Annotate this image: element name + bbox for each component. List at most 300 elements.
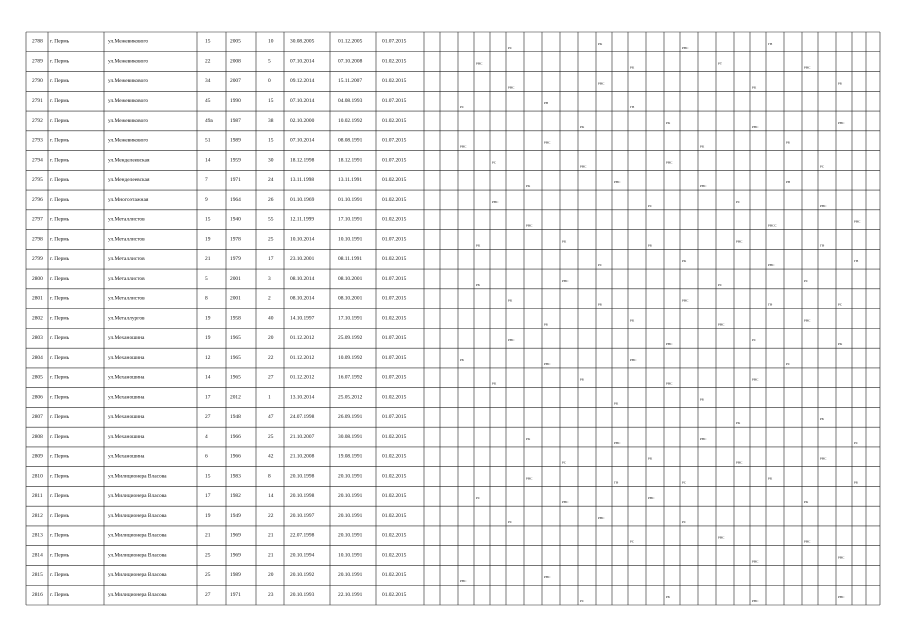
cell-city: г. Пермь — [50, 177, 70, 184]
cell-date1: 21.10.2007 — [290, 433, 315, 440]
cell-mark: РБ — [598, 302, 602, 307]
cell-mark: РВС — [544, 575, 551, 580]
cell-year: 1969 — [230, 552, 241, 559]
cell-city: г. Пермь — [50, 256, 70, 263]
cell-units: 1 — [268, 394, 271, 401]
cell-mark: РВС — [460, 144, 467, 149]
cell-mark: РК — [476, 243, 481, 248]
cell-mark: РС — [804, 278, 809, 283]
cell-mark: РВС — [768, 263, 775, 268]
cell-mark: РВСС — [768, 223, 777, 228]
cell-date1: 01.10.1969 — [290, 196, 315, 203]
cell-street: ул.Милиционера Власова — [108, 493, 167, 500]
cell-date1: 22.07.1998 — [290, 532, 315, 539]
cell-city: г. Пермь — [50, 38, 70, 45]
cell-mark: РБ — [786, 140, 790, 145]
cell-city: г. Пермь — [50, 157, 70, 164]
cell-city: г. Пермь — [50, 78, 70, 85]
cell-date3: 01.02.2015 — [382, 433, 407, 440]
cell-mark: РВС — [614, 440, 621, 445]
cell-date3: 01.02.2015 — [382, 473, 407, 480]
cell-num: 2810 — [32, 473, 43, 480]
cell-units: 21 — [268, 532, 274, 539]
cell-units: 55 — [268, 216, 274, 223]
cell-year: 1979 — [230, 256, 241, 263]
cell-mark: РС — [476, 496, 481, 501]
cell-city: г. Пермь — [50, 117, 70, 124]
cell-street: ул.Многоэтажная — [108, 196, 149, 203]
cell-mark: РВС — [804, 65, 811, 70]
cell-units: 22 — [268, 512, 274, 519]
cell-house: 19 — [205, 335, 211, 342]
cell-mark: РБ — [854, 480, 858, 485]
cell-date1: 23.10.2001 — [290, 256, 315, 263]
cell-mark: РС — [752, 338, 757, 343]
cell-date1: 30.08.2005 — [290, 38, 315, 45]
cell-units: 20 — [268, 572, 274, 579]
cell-mark: РС — [598, 263, 603, 268]
cell-date3: 01.02.2015 — [382, 256, 407, 263]
cell-mark: РВС — [820, 456, 827, 461]
cell-house: 7 — [205, 177, 208, 184]
cell-city: г. Пермь — [50, 453, 70, 460]
cell-mark: РВС — [838, 120, 845, 125]
cell-date3: 01.07.2015 — [382, 275, 407, 282]
cell-mark: РВС — [700, 436, 707, 441]
cell-mark: РВС — [752, 559, 759, 564]
cell-year: 1965 — [230, 354, 241, 361]
cell-mark: РК — [666, 120, 671, 125]
cell-date3: 01.02.2015 — [382, 394, 407, 401]
cell-mark: РБ — [820, 417, 824, 422]
cell-mark: ГВ — [630, 105, 635, 110]
cell-units: 5 — [268, 58, 271, 65]
cell-city: г. Пермь — [50, 315, 70, 322]
cell-date1: 24.07.1998 — [290, 414, 315, 421]
cell-num: 2788 — [32, 38, 43, 45]
cell-mark: РС — [648, 203, 653, 208]
cell-date3: 01.02.2015 — [382, 591, 407, 598]
cell-city: г. Пермь — [50, 433, 70, 440]
cell-num: 2800 — [32, 275, 43, 282]
cell-year: 1964 — [230, 196, 241, 203]
cell-num: 2808 — [32, 433, 43, 440]
cell-street: ул.Металлургов — [108, 315, 145, 322]
cell-mark: РБ — [460, 357, 464, 362]
cell-mark: РТ — [718, 61, 722, 66]
cell-units: 27 — [268, 374, 274, 381]
cell-mark: РС — [682, 519, 687, 524]
cell-year: 1965 — [230, 335, 241, 342]
cell-mark: РВС — [526, 223, 533, 228]
cell-city: г. Пермь — [50, 374, 70, 381]
cell-year: 2007 — [230, 78, 241, 85]
cell-city: г. Пермь — [50, 335, 70, 342]
cell-num: 2815 — [32, 572, 43, 579]
cell-mark: РВ — [786, 180, 791, 185]
cell-city: г. Пермь — [50, 552, 70, 559]
cell-date3: 01.07.2015 — [382, 157, 407, 164]
cell-mark: РВС — [838, 555, 845, 560]
cell-units: 15 — [268, 137, 274, 144]
cell-date2: 17.10.1991 — [338, 315, 363, 322]
cell-mark: РВС — [752, 124, 759, 129]
cell-city: г. Пермь — [50, 295, 70, 302]
cell-mark: РВС — [838, 595, 845, 599]
cell-mark: РВС — [820, 203, 827, 208]
cell-date2: 30.08.1991 — [338, 433, 363, 440]
cell-mark: РВС — [648, 496, 655, 501]
cell-year: 1987 — [230, 117, 241, 124]
cell-date3: 01.07.2015 — [382, 295, 407, 302]
cell-date2: 08.08.1991 — [338, 137, 363, 144]
cell-house: 17 — [205, 493, 211, 500]
cell-date3: 01.02.2015 — [382, 196, 407, 203]
cell-mark: РВС — [804, 318, 811, 323]
cell-street: ул.Механошина — [108, 374, 145, 381]
cell-date3: 01.02.2015 — [382, 532, 407, 539]
cell-date2: 01.12.2005 — [338, 38, 363, 45]
cell-date3: 01.07.2015 — [382, 354, 407, 361]
cell-mark: РК — [614, 401, 619, 406]
cell-date3: 01.07.2015 — [382, 236, 407, 243]
cell-units: 23 — [268, 591, 274, 598]
cell-date1: 20.10.1998 — [290, 473, 315, 480]
cell-year: 1989 — [230, 572, 241, 579]
cell-city: г. Пермь — [50, 236, 70, 243]
cell-mark: РВС — [508, 85, 515, 90]
cell-date1: 14.10.1997 — [290, 315, 315, 322]
cell-mark: ГВ — [820, 243, 825, 248]
cell-date1: 20.10.1993 — [290, 591, 315, 598]
cell-house: 27 — [205, 414, 211, 421]
cell-date2: 17.10.1991 — [338, 216, 363, 223]
cell-house: 34 — [205, 78, 211, 85]
cell-mark: РБ — [648, 243, 652, 248]
cell-year: 1949 — [230, 512, 241, 519]
cell-date3: 01.07.2015 — [382, 414, 407, 421]
cell-house: 22 — [205, 58, 211, 65]
cell-units: 40 — [268, 315, 274, 322]
cell-city: г. Пермь — [50, 216, 70, 223]
cell-num: 2795 — [32, 177, 43, 184]
cell-year: 2005 — [230, 38, 241, 45]
cell-units: 25 — [268, 433, 274, 440]
cell-street: ул.Механошина — [108, 335, 145, 342]
cell-city: г. Пермь — [50, 275, 70, 282]
cell-date3: 01.07.2015 — [382, 97, 407, 104]
cell-date2: 13.11.1991 — [338, 177, 363, 184]
cell-mark: РК — [508, 298, 513, 303]
cell-date1: 01.12.2012 — [290, 354, 315, 361]
cell-date1: 07.10.2014 — [290, 58, 315, 65]
cell-date1: 13.10.2014 — [290, 394, 315, 401]
cell-house: 21 — [205, 256, 211, 263]
cell-mark: РВС — [736, 460, 743, 465]
cell-street: ул.Менделеевская — [108, 177, 150, 184]
cell-num: 2799 — [32, 256, 43, 263]
cell-mark: РВС — [544, 361, 551, 366]
cell-mark: РК — [492, 381, 497, 386]
cell-mark: РК — [838, 342, 843, 347]
cell-date1: 08.10.2014 — [290, 275, 315, 282]
cell-date1: 01.12.2012 — [290, 374, 315, 381]
cell-street: ул.Металлистов — [108, 236, 145, 243]
cell-date3: 01.02.2015 — [382, 117, 407, 124]
cell-num: 2807 — [32, 414, 43, 421]
cell-house: 27 — [205, 591, 211, 598]
cell-date3: 01.07.2015 — [382, 374, 407, 381]
cell-street: ул.Механошина — [108, 414, 145, 421]
cell-date2: 26.09.1991 — [338, 414, 363, 421]
cell-street: ул.Металлистов — [108, 216, 145, 223]
cell-date1: 12.11.1999 — [290, 216, 315, 223]
cell-date2: 18.12.1991 — [338, 157, 363, 164]
cell-mark: РВС — [666, 381, 673, 386]
cell-date1: 10.10.2014 — [290, 236, 315, 243]
cell-house: 15 — [205, 216, 211, 223]
cell-street: ул.Межевикового — [108, 97, 149, 104]
cell-mark: РК — [648, 456, 653, 461]
cell-city: г. Пермь — [50, 354, 70, 361]
cell-street: ул.Милиционера Власова — [108, 532, 167, 539]
cell-units: 15 — [268, 97, 274, 104]
cell-mark: РК — [598, 41, 603, 46]
cell-mark: РС — [838, 302, 843, 307]
cell-street: ул.Межевикового — [108, 58, 149, 65]
cell-mark: РК — [526, 436, 531, 441]
cell-units: 30 — [268, 157, 274, 164]
cell-year: 1983 — [230, 473, 241, 480]
cell-date1: 07.10.2014 — [290, 97, 315, 104]
cell-street: ул.Милиционера Власова — [108, 572, 167, 579]
cell-year: 1990 — [230, 97, 241, 104]
cell-date1: 02.10.2000 — [290, 117, 315, 124]
cell-mark: РК — [630, 318, 635, 323]
cell-date2: 20.10.1991 — [338, 473, 363, 480]
cell-house: 19 — [205, 315, 211, 322]
cell-units: 8 — [268, 473, 271, 480]
cell-units: 22 — [268, 354, 274, 361]
cell-date2: 10.10.1991 — [338, 552, 363, 559]
cell-date1: 13.11.1998 — [290, 177, 315, 184]
cell-mark: РВС — [460, 579, 467, 584]
cell-mark: РК — [682, 259, 687, 264]
cell-date2: 19.08.1991 — [338, 453, 363, 460]
cell-mark: РС — [492, 160, 497, 165]
cell-street: ул.Межевикового — [108, 78, 149, 85]
cell-mark: РК — [804, 500, 809, 505]
cell-mark: РВС — [752, 377, 759, 382]
cell-units: 47 — [268, 414, 274, 421]
cell-mark: РВС — [476, 61, 483, 66]
cell-house: 19 — [205, 236, 211, 243]
cell-mark: РС — [718, 282, 723, 287]
cell-house: 12 — [205, 354, 211, 361]
cell-mark: РБ — [476, 282, 480, 287]
cell-date2: 08.11.1991 — [338, 256, 363, 263]
cell-date3: 01.02.2015 — [382, 315, 407, 322]
cell-mark: РБ — [544, 322, 548, 327]
cell-date2: 20.10.1991 — [338, 512, 363, 519]
cell-num: 2798 — [32, 236, 43, 243]
cell-mark: РК — [736, 421, 741, 426]
cell-date2: 08.10.2001 — [338, 275, 363, 282]
cell-units: 17 — [268, 256, 274, 263]
cell-city: г. Пермь — [50, 493, 70, 500]
cell-num: 2805 — [32, 374, 43, 381]
cell-mark: РС — [630, 539, 635, 544]
cell-year: 1978 — [230, 236, 241, 243]
cell-year: 2001 — [230, 295, 241, 302]
cell-street: ул.Межевикового — [108, 137, 149, 144]
cell-year: 1969 — [230, 532, 241, 539]
cell-house: 17 — [205, 394, 211, 401]
cell-city: г. Пермь — [50, 591, 70, 598]
cell-units: 26 — [268, 196, 274, 203]
cell-num: 2797 — [32, 216, 43, 223]
cell-mark: РВС — [598, 515, 605, 520]
cell-year: 1958 — [230, 315, 241, 322]
cell-year: 2012 — [230, 394, 241, 401]
cell-year: 2001 — [230, 275, 241, 282]
cell-mark: РС — [508, 45, 513, 50]
cell-units: 24 — [268, 177, 274, 184]
cell-date3: 01.02.2015 — [382, 177, 407, 184]
cell-mark: РВС — [508, 338, 515, 343]
cell-units: 20 — [268, 335, 274, 342]
cell-mark: РВС — [804, 539, 811, 544]
cell-date1: 21.10.2008 — [290, 453, 315, 460]
cell-street: ул.Межевикового — [108, 38, 149, 45]
cell-mark: РБ — [838, 81, 842, 86]
cell-house: 15 — [205, 473, 211, 480]
cell-street: ул.Металлистов — [108, 275, 145, 282]
cell-num: 2816 — [32, 591, 43, 598]
cell-year: 1982 — [230, 493, 241, 500]
cell-date3: 01.07.2015 — [382, 137, 407, 144]
cell-year: 1965 — [230, 374, 241, 381]
cell-date1: 20.10.1992 — [290, 572, 315, 579]
cell-mark: ГВ — [768, 41, 773, 46]
cell-date3: 01.02.2015 — [382, 216, 407, 223]
cell-house: 9 — [205, 196, 208, 203]
cell-units: 25 — [268, 236, 274, 243]
cell-mark: РС — [682, 480, 687, 485]
cell-date1: 01.12.2012 — [290, 335, 315, 342]
cell-num: 2792 — [32, 117, 43, 124]
cell-date1: 20.10.1998 — [290, 493, 315, 500]
cell-date2: 22.10.1991 — [338, 591, 363, 598]
cell-mark: РС — [508, 519, 513, 524]
cell-year: 1971 — [230, 177, 241, 184]
cell-date3: 01.02.2015 — [382, 493, 407, 500]
cell-date2: 25.09.1992 — [338, 335, 363, 342]
cell-street: ул.Металлистов — [108, 295, 145, 302]
cell-mark: РВС — [682, 298, 689, 303]
cell-mark: РВС — [492, 199, 499, 204]
cell-mark: РВС — [718, 535, 725, 540]
cell-num: 2811 — [32, 493, 43, 500]
cell-date2: 25.05.2012 — [338, 394, 363, 401]
cell-num: 2791 — [32, 97, 43, 104]
cell-house: 49а — [205, 117, 213, 124]
cell-date2: 08.10.2001 — [338, 295, 363, 302]
cell-date1: 20.10.1997 — [290, 512, 315, 519]
cell-street: ул.Милиционера Власова — [108, 512, 167, 519]
cell-mark: РБ — [700, 397, 704, 402]
cell-num: 2812 — [32, 512, 43, 519]
cell-house: 15 — [205, 38, 211, 45]
cell-num: 2796 — [32, 196, 43, 203]
cell-city: г. Пермь — [50, 414, 70, 421]
cell-year: 1959 — [230, 157, 241, 164]
cell-house: 51 — [205, 137, 211, 144]
cell-street: ул.Межевикового — [108, 117, 149, 124]
cell-street: ул.Менделеевская — [108, 157, 150, 164]
cell-mark: РВС — [700, 184, 707, 189]
cell-date3: 01.02.2015 — [382, 572, 407, 579]
cell-mark: РБ — [580, 377, 584, 382]
cell-street: ул.Механошина — [108, 394, 145, 401]
cell-street: ул.Металлистов — [108, 256, 145, 263]
cell-mark: РВС — [666, 342, 673, 347]
cell-date3: 01.07.2015 — [382, 38, 407, 45]
cell-mark: РВС — [562, 278, 569, 283]
cell-num: 2793 — [32, 137, 43, 144]
cell-city: г. Пермь — [50, 512, 70, 519]
cell-house: 21 — [205, 532, 211, 539]
cell-house: 45 — [205, 97, 211, 104]
cell-date3: 01.07.2015 — [382, 335, 407, 342]
cell-year: 1940 — [230, 216, 241, 223]
cell-units: 14 — [268, 493, 274, 500]
cell-mark: РВС — [580, 164, 587, 169]
cell-date1: 08.10.2014 — [290, 295, 315, 302]
cell-units: 0 — [268, 78, 271, 85]
cell-house: 25 — [205, 572, 211, 579]
cell-street: ул.Милиционера Власова — [108, 591, 167, 598]
cell-city: г. Пермь — [50, 532, 70, 539]
cell-date3: 01.02.2015 — [382, 453, 407, 460]
cell-mark: РВС — [544, 140, 551, 145]
cell-date1: 07.10.2014 — [290, 137, 315, 144]
cell-year: 1971 — [230, 591, 241, 598]
cell-date2: 07.10.2008 — [338, 58, 363, 65]
cell-units: 2 — [268, 295, 271, 302]
cell-house: 4 — [205, 433, 208, 440]
cell-date1: 20.10.1994 — [290, 552, 315, 559]
cell-date2: 20.10.1991 — [338, 532, 363, 539]
cell-mark: РВС — [614, 180, 621, 185]
cell-date2: 15.11.2007 — [338, 78, 363, 85]
cell-date2: 04.08.1993 — [338, 97, 363, 104]
cell-house: 6 — [205, 453, 208, 460]
cell-units: 21 — [268, 552, 274, 559]
cell-mark: РВС — [630, 357, 637, 362]
cell-mark: РС — [460, 105, 465, 110]
cell-num: 2803 — [32, 335, 43, 342]
cell-num: 2801 — [32, 295, 43, 302]
cell-date3: 01.02.2015 — [382, 512, 407, 519]
cell-date1: 09.12.2014 — [290, 78, 315, 85]
cell-num: 2804 — [32, 354, 43, 361]
cell-city: г. Пермь — [50, 473, 70, 480]
cell-street: ул.Механошина — [108, 433, 145, 440]
cell-mark: РБ — [666, 595, 670, 599]
cell-year: 1948 — [230, 414, 241, 421]
cell-mark: РВС — [526, 476, 533, 481]
